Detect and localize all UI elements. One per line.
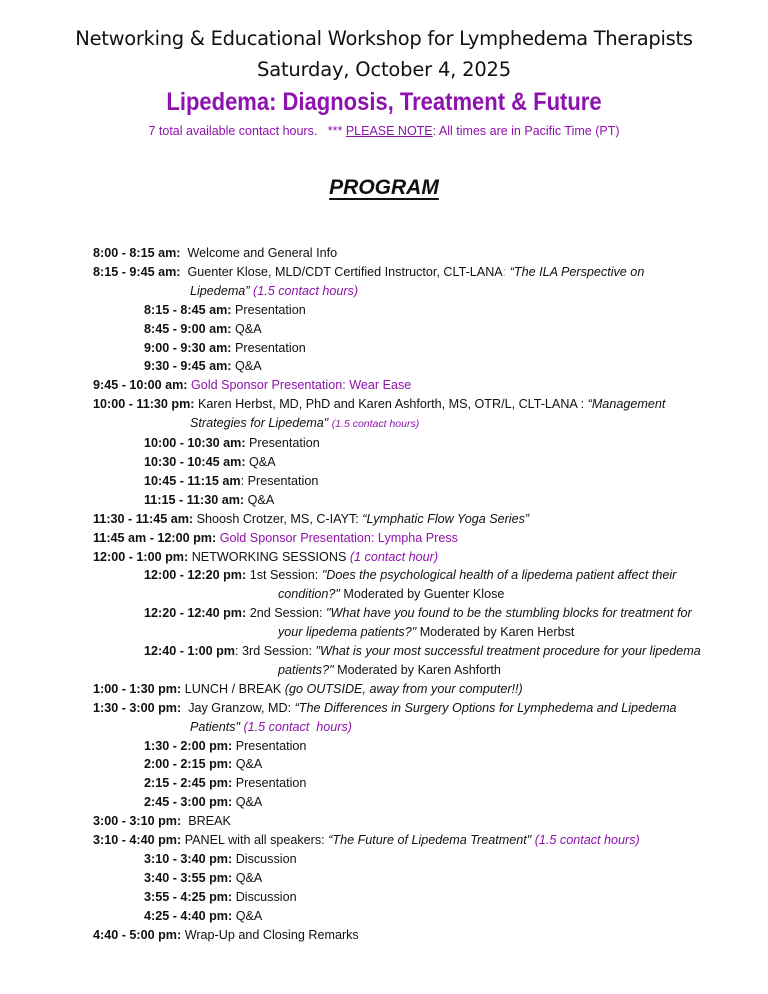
talk-title: “Management <box>587 397 666 412</box>
schedule-item-granzow <box>93 699 733 718</box>
item-text: Q&A <box>247 492 275 507</box>
please-note-label: PLEASE NOTE <box>345 124 433 138</box>
contact-hours: (1 contact hour) <box>349 549 439 564</box>
schedule-item-klose <box>93 263 733 282</box>
time-label: 8:00 - 8:15 am: <box>93 246 181 260</box>
sub-item <box>93 793 733 812</box>
time-label: 11:15 - 11:30 am: <box>144 492 245 507</box>
time-label: 3:10 - 3:40 pm: <box>144 852 233 866</box>
schedule-item-panel <box>93 831 733 850</box>
item-text: : Presentation <box>240 473 319 488</box>
schedule-item-yoga <box>93 510 733 529</box>
time-label: 2:15 - 2:45 pm: <box>144 776 233 791</box>
contact-hours: (1.5 contact hours) <box>331 418 420 431</box>
sub-item <box>93 737 733 756</box>
item-note: (go OUTSIDE, away from your computer!!) <box>284 681 523 696</box>
session-label: 1st Session: <box>249 568 322 583</box>
time-label: 3:10 - 4:40 pm: <box>93 833 182 848</box>
talk-title: “The Future of Lipedema Treatment" <box>328 833 532 848</box>
sub-item <box>93 472 733 491</box>
schedule-item-lunch <box>93 680 733 699</box>
sub-item <box>93 491 733 510</box>
sub-item <box>93 888 733 907</box>
contact-hours: (1.5 contact hours) <box>534 833 640 848</box>
schedule-item-sponsor-lympha-press <box>93 529 733 548</box>
talk-title-cont: Patients" <box>190 719 240 734</box>
time-label: 9:45 - 10:00 am: <box>93 378 188 393</box>
item-text: Presentation <box>249 436 320 451</box>
sub-item <box>93 453 733 472</box>
time-label: 10:30 - 10:45 am: <box>144 454 246 469</box>
time-label: 10:00 - 10:30 am: <box>144 436 246 451</box>
sub-item <box>93 434 733 453</box>
item-text: Q&A <box>235 795 263 810</box>
moderator: Moderated by Guenter Klose <box>343 587 505 602</box>
item-text: PANEL with all speakers: <box>184 833 329 848</box>
speaker: Shoosh Crotzer, MS, C-IAYT: <box>196 511 363 526</box>
sub-item <box>93 339 733 358</box>
schedule-item-klose-cont <box>93 282 733 301</box>
time-label: 1:00 - 1:30 pm: <box>93 681 182 696</box>
networking-session-cont <box>93 585 733 604</box>
item-text: Q&A <box>235 908 263 923</box>
time-label: 11:30 - 11:45 am: <box>93 511 194 526</box>
session-label: 2nd Session: <box>249 606 327 621</box>
session-question: "What is your most successful treatment procedure for your lipedema <box>315 644 701 659</box>
speaker: Jay Granzow, MD: <box>188 700 295 715</box>
session-question-cont: patients?" <box>278 662 334 677</box>
item-text: Presentation <box>235 776 307 791</box>
speaker: Guenter Klose, MLD/CDT Certified Instructor, CLT-LANA <box>187 264 503 279</box>
contact-hours-note <box>0 124 768 138</box>
workshop-title: Networking & Educational Workshop for Lymphedema Therapists <box>75 27 693 50</box>
sub-item <box>93 320 733 339</box>
item-text: Discussion <box>235 852 297 866</box>
time-label: 2:00 - 2:15 pm: <box>144 757 233 772</box>
talk-title: “The Differences in Surgery Options for Lymphedema and Lipedema <box>294 700 677 715</box>
session-question-cont: your lipedema patients?" <box>278 625 417 640</box>
time-label: 4:40 - 5:00 pm: <box>93 927 182 942</box>
item-text: Gold Sponsor Presentation: Lympha Press <box>219 530 458 545</box>
item-text: Presentation <box>235 738 307 753</box>
time-label: 4:25 - 4:40 pm: <box>144 908 233 923</box>
item-text: LUNCH / BREAK <box>184 681 282 696</box>
item-text: Presentation <box>235 302 306 317</box>
item-text: Wrap-Up and Closing Remarks <box>184 927 359 942</box>
time-label: 8:15 - 9:45 am: <box>93 264 181 279</box>
schedule-item-closing <box>93 926 733 945</box>
sub-item <box>93 850 733 869</box>
talk-title-cont: Strategies for Lipedema" <box>190 416 329 431</box>
schedule-item-welcome <box>93 244 733 263</box>
item-text: Q&A <box>235 321 262 336</box>
time-label: 8:45 - 9:00 am: <box>144 321 232 336</box>
sub-item <box>93 357 733 376</box>
moderator: Moderated by Karen Ashforth <box>337 662 501 677</box>
item-text: Q&A <box>235 359 262 374</box>
item-text: Q&A <box>249 454 276 469</box>
item-text: Q&A <box>235 870 263 885</box>
item-text: Q&A <box>235 757 263 772</box>
time-label: 9:30 - 9:45 am: <box>144 359 232 374</box>
speaker: Karen Herbst, MD, PhD and Karen Ashforth, MS, OTR/L, CLT-LANA : <box>198 397 588 412</box>
networking-session-cont <box>93 623 733 642</box>
time-label: 2:45 - 3:00 pm: <box>144 795 233 810</box>
note-prefix: 7 total available contact hours. *** <box>148 124 346 138</box>
time-label: 9:00 - 9:30 am: <box>144 340 232 355</box>
sub-item <box>93 907 733 926</box>
networking-session <box>93 566 733 585</box>
talk-title-cont: Lipedema” <box>190 283 250 298</box>
time-label: 12:00 - 1:00 pm: <box>93 549 189 564</box>
item-text: Welcome and General Info <box>187 246 338 260</box>
moderator: Moderated by Karen Herbst <box>419 625 575 640</box>
schedule-item-herbst-cont <box>93 414 733 434</box>
contact-hours: (1.5 contact hours) <box>253 283 359 298</box>
session-label: : 3rd Session: <box>235 644 316 659</box>
schedule-list <box>93 244 733 945</box>
time-label: 12:20 - 12:40 pm: <box>144 606 247 621</box>
sub-item <box>93 869 733 888</box>
sub-item <box>93 755 733 774</box>
time-label: 1:30 - 3:00 pm: <box>93 700 182 715</box>
item-text: NETWORKING SESSIONS <box>191 549 347 564</box>
sub-item <box>93 774 733 793</box>
time-label: 12:00 - 12:20 pm: <box>144 568 247 583</box>
session-question-cont: condition?" <box>278 587 340 602</box>
session-question: "What have you found to be the stumbling blocks for treatment for <box>326 606 692 621</box>
time-label: 11:45 am - 12:00 pm: <box>93 530 217 545</box>
talk-title: “Lymphatic Flow Yoga Series” <box>362 511 530 526</box>
colon: : <box>502 264 507 279</box>
event-date: Saturday, October 4, 2025 <box>257 58 511 81</box>
talk-title: “The ILA Perspective on <box>509 264 645 279</box>
networking-session <box>93 642 733 661</box>
item-text: Discussion <box>235 889 297 904</box>
sub-item <box>93 301 733 320</box>
schedule-item-networking <box>93 548 733 567</box>
schedule-item-herbst <box>93 395 733 414</box>
contact-hours: (1.5 contact hours) <box>243 719 352 734</box>
event-title: Lipedema: Diagnosis, Treatment & Future <box>166 88 602 116</box>
session-question: "Does the psychological health of a lipedema patient affect their <box>321 568 677 583</box>
schedule-item-sponsor-wear-ease <box>93 376 733 395</box>
time-label: 1:30 - 2:00 pm: <box>144 738 233 753</box>
note-suffix: : All times are in Pacific Time (PT) <box>432 124 620 138</box>
time-label: 3:00 - 3:10 pm: <box>93 814 182 829</box>
item-text: Gold Sponsor Presentation: Wear Ease <box>191 378 412 393</box>
item-text: Presentation <box>235 340 306 355</box>
schedule-item-granzow-cont <box>93 718 733 737</box>
time-label: 10:00 - 11:30 pm: <box>93 397 195 412</box>
time-label: 10:45 - 11:15 am <box>144 473 241 488</box>
time-label: 12:40 - 1:00 pm <box>144 644 235 659</box>
item-text: BREAK <box>188 814 231 829</box>
time-label: 3:40 - 3:55 pm: <box>144 870 233 885</box>
time-label: 3:55 - 4:25 pm: <box>144 889 233 904</box>
program-heading: PROGRAM <box>329 176 439 199</box>
networking-session-cont <box>93 661 733 680</box>
schedule-item-break <box>93 812 733 831</box>
networking-session <box>93 604 733 623</box>
time-label: 8:15 - 8:45 am: <box>144 302 232 317</box>
